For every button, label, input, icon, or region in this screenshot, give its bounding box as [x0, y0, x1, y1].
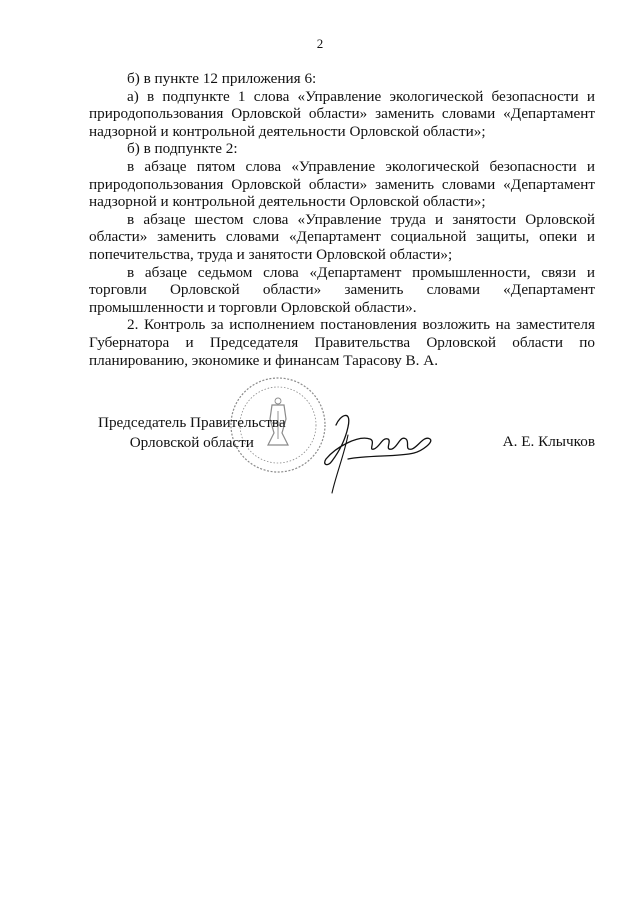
signatory-title — [98, 413, 286, 453]
paragraph: в абзаце шестом слова «Управление труда и занятости Орловской области» заменить словами «Департамент социальной защиты, опеки и попечительства, труда и занятости Орловской области»; — [89, 210, 595, 263]
document-body — [89, 70, 595, 369]
signatory-title-line: Председатель Правительства — [98, 414, 286, 431]
paragraph: б) в подпункте 2: — [127, 140, 238, 158]
paragraph: в абзаце седьмом слова «Департамент промышленности, связи и торговли Орловской области» заменить словами «Департамент промышленности и торговли Орловской области». — [89, 263, 595, 316]
signatory-name: А. Е. Клычков — [502, 433, 595, 450]
handwritten-signature-icon — [318, 405, 438, 495]
paragraph: в абзаце пятом слова «Управление экологической безопасности и природопользования Орловской области» заменить словами «Департамент надзорной и контрольной деятельности Орловской области»; — [89, 157, 595, 211]
signatory-title-line: Орловской области — [129, 434, 254, 451]
paragraph: 2. Контроль за исполнением постановления возложить на заместителя Губернатора и Председателя Правительства Орловской области по планированию, экономике и финансам Тарасову В. А. — [89, 316, 595, 369]
page-number: 2 — [316, 36, 324, 51]
paragraph: а) в подпункте 1 слова «Управление экологической безопасности и природопользования Орловской области» заменить словами «Департамент надзорной и контрольной деятельности Орловской области»; — [89, 87, 595, 140]
paragraph: б) в пункте 12 приложения 6: — [127, 70, 317, 87]
